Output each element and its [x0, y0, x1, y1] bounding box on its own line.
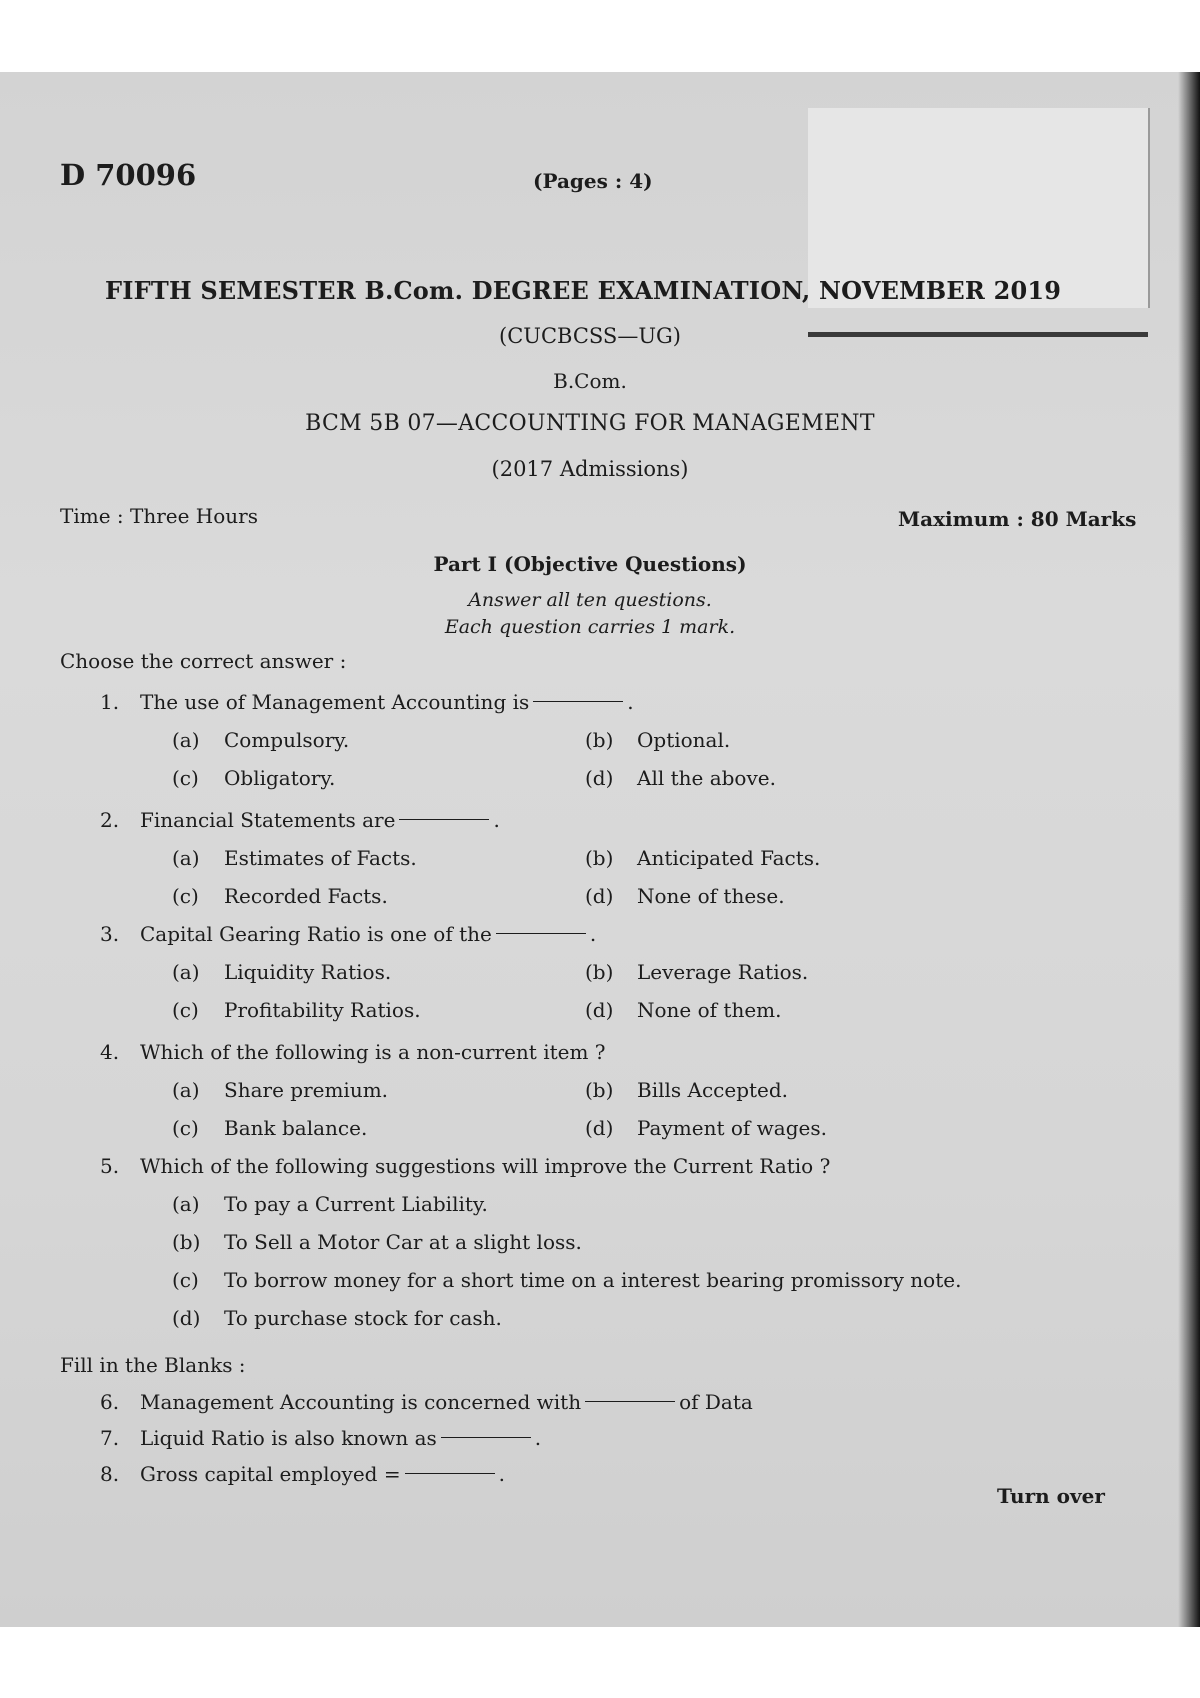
- question-number: 2.: [100, 808, 120, 832]
- option-label: (d): [585, 766, 614, 790]
- max-marks-label: Maximum : 80 Marks: [898, 507, 1137, 531]
- option-text: None of these.: [637, 884, 785, 908]
- subject-title: BCM 5B 07—ACCOUNTING FOR MANAGEMENT: [305, 411, 875, 436]
- option-text: To pay a Current Liability.: [224, 1192, 488, 1216]
- option-text: Leverage Ratios.: [637, 960, 809, 984]
- page-count: (Pages : 4): [533, 169, 653, 193]
- option-text: Share premium.: [224, 1078, 389, 1102]
- admissions-label: (2017 Admissions): [491, 457, 689, 481]
- option-label: (a): [172, 1192, 200, 1216]
- option-text: Bank balance.: [224, 1116, 368, 1140]
- option-label: (b): [585, 1078, 614, 1102]
- option-text: Obligatory.: [224, 766, 336, 790]
- fill-label: Fill in the Blanks :: [60, 1353, 246, 1377]
- question-number: 3.: [100, 922, 120, 946]
- option-label: (d): [585, 998, 614, 1022]
- question-text: Which of the following suggestions will improve the Current Ratio ?: [140, 1154, 831, 1178]
- question-text: Liquid Ratio is also known as .: [140, 1426, 542, 1450]
- part-title: Part I (Objective Questions): [433, 552, 747, 576]
- option-label: (b): [172, 1230, 201, 1254]
- option-text: To purchase stock for cash.: [224, 1306, 502, 1330]
- option-label: (a): [172, 1078, 200, 1102]
- question-text: Which of the following is a non-current item ?: [140, 1040, 606, 1064]
- question-number: 6.: [100, 1390, 120, 1414]
- option-label: (d): [585, 884, 614, 908]
- answer-blank: [441, 1437, 531, 1438]
- instruction-marks: Each question carries 1 mark.: [444, 616, 736, 638]
- option-text: Compulsory.: [224, 728, 350, 752]
- option-text: None of them.: [637, 998, 782, 1022]
- turn-over-label: Turn over: [997, 1484, 1105, 1508]
- option-label: (d): [172, 1306, 201, 1330]
- option-text: Liquidity Ratios.: [224, 960, 392, 984]
- option-label: (b): [585, 960, 614, 984]
- question-number: 8.: [100, 1462, 120, 1486]
- exam-title: FIFTH SEMESTER B.Com. DEGREE EXAMINATION, NOVEMBER 2019: [105, 276, 1062, 305]
- option-label: (c): [172, 1116, 199, 1140]
- question-number: 7.: [100, 1426, 120, 1450]
- time-label: Time : Three Hours: [60, 504, 258, 528]
- question-text: Capital Gearing Ratio is one of the .: [140, 922, 597, 946]
- option-label: (d): [585, 1116, 614, 1140]
- option-text: All the above.: [637, 766, 776, 790]
- paper-code: D 70096: [60, 158, 197, 192]
- scheme-label: (CUCBCSS—UG): [499, 324, 681, 348]
- question-number: 5.: [100, 1154, 120, 1178]
- option-label: (c): [172, 766, 199, 790]
- option-text: Anticipated Facts.: [637, 846, 821, 870]
- option-label: (c): [172, 1268, 199, 1292]
- answer-blank: [496, 933, 586, 934]
- option-label: (b): [585, 846, 614, 870]
- option-text: Bills Accepted.: [637, 1078, 789, 1102]
- question-text: The use of Management Accounting is .: [140, 690, 634, 714]
- option-text: Optional.: [637, 728, 731, 752]
- option-text: Profitability Ratios.: [224, 998, 421, 1022]
- option-label: (a): [172, 846, 200, 870]
- option-label: (a): [172, 960, 200, 984]
- choose-label: Choose the correct answer :: [60, 649, 347, 673]
- question-text: Financial Statements are .: [140, 808, 500, 832]
- option-label: (c): [172, 884, 199, 908]
- option-label: (b): [585, 728, 614, 752]
- question-text: Gross capital employed = .: [140, 1462, 505, 1486]
- question-number: 1.: [100, 690, 120, 714]
- answer-blank: [533, 701, 623, 702]
- instruction-answer-all: Answer all ten questions.: [468, 589, 712, 611]
- question-text: Management Accounting is concerned with of Data: [140, 1390, 753, 1414]
- option-text: To Sell a Motor Car at a slight loss.: [224, 1230, 582, 1254]
- answer-blank: [585, 1401, 675, 1402]
- option-text: Recorded Facts.: [224, 884, 388, 908]
- degree-label: B.Com.: [553, 369, 627, 393]
- page-edge-shadow: [1178, 72, 1200, 1627]
- question-number: 4.: [100, 1040, 120, 1064]
- option-text: To borrow money for a short time on a interest bearing promissory note.: [224, 1268, 962, 1292]
- answer-blank: [399, 819, 489, 820]
- option-text: Estimates of Facts.: [224, 846, 417, 870]
- option-label: (c): [172, 998, 199, 1022]
- answer-blank: [405, 1473, 495, 1474]
- option-label: (a): [172, 728, 200, 752]
- option-text: Payment of wages.: [637, 1116, 827, 1140]
